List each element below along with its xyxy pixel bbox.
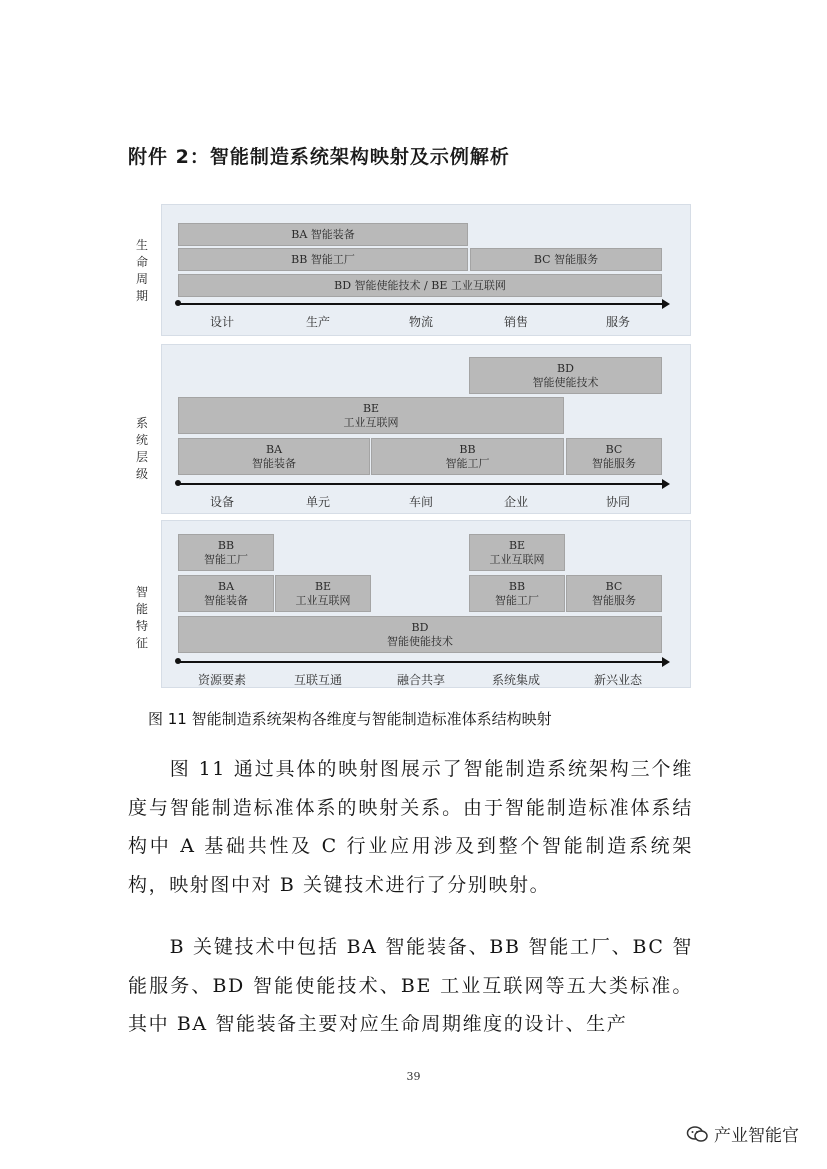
body-paragraph: 图 11 通过具体的映射图展示了智能制造系统架构三个维度与智能制造标准体系的映射关系。由于智能制造标准体系结构中 A 基础共性及 C 行业应用涉及到整个智能制造系统架构，映射图中对 B 关键技术进行了分别映射。 (128, 758, 693, 896)
box-bb: BB 智能工厂 (178, 248, 468, 271)
tick-label: 单元 (305, 495, 330, 509)
lifecycle-axis (178, 303, 668, 305)
tick-label: 设备 (209, 495, 234, 509)
side-char: 征 (135, 636, 148, 650)
tick-label: 互联互通 (293, 673, 342, 687)
side-char: 系 (135, 416, 148, 430)
box-bb: BB 智能工厂 (371, 438, 564, 475)
box-bd: BD 智能使能技术 (178, 616, 662, 653)
side-char: 级 (135, 467, 148, 481)
lifecycle-side-label (134, 237, 150, 305)
features-side-label (134, 584, 150, 652)
figure-caption: 图 11 智能制造系统架构各维度与智能制造标准体系结构映射 (148, 710, 552, 728)
tick-label: 生产 (305, 315, 330, 329)
box-bb: BB 智能工厂 (178, 534, 274, 571)
side-char: 统 (135, 433, 148, 447)
box-bc: BC 智能服务 (566, 575, 662, 612)
box-bc: BC 智能服务 (566, 438, 662, 475)
side-char: 生 (135, 238, 148, 252)
hierarchy-axis (178, 483, 668, 485)
box-ba: BA 智能装备 (178, 438, 370, 475)
tick-label: 销售 (503, 315, 528, 329)
side-char: 期 (135, 289, 148, 303)
box-ba: BA 智能装备 (178, 223, 468, 246)
side-char: 周 (135, 272, 148, 286)
wechat-icon (686, 1125, 708, 1143)
tick-label: 资源要素 (197, 673, 246, 687)
box-bd-be: BD 智能使能技术 / BE 工业互联网 (178, 274, 662, 297)
page-heading: 附件 2：智能制造系统架构映射及示例解析 (128, 146, 510, 168)
tick-label: 企业 (503, 495, 528, 509)
box-be: BE 工业互联网 (178, 397, 564, 434)
tick-label: 系统集成 (491, 673, 540, 687)
side-char: 层 (135, 450, 148, 464)
tick-label: 设计 (209, 315, 234, 329)
tick-label: 服务 (605, 315, 630, 329)
side-char: 命 (135, 255, 148, 269)
page-number: 39 (406, 1070, 421, 1083)
tick-label: 新兴业态 (593, 673, 642, 687)
body-paragraph: B 关键技术中包括 BA 智能装备、BB 智能工厂、BC 智能服务、BD 智能使能技术、BE 工业互联网等五大类标准。其中 BA 智能装备主要对应生命周期维度的设计、生产 (128, 936, 693, 1035)
side-char: 能 (135, 602, 148, 616)
box-bd: BD 智能使能技术 (469, 357, 662, 394)
tick-label: 协同 (605, 495, 630, 509)
watermark (686, 1121, 799, 1146)
box-bb: BB 智能工厂 (469, 575, 565, 612)
tick-label: 车间 (408, 495, 433, 509)
tick-label: 融合共享 (396, 673, 445, 687)
box-ba: BA 智能装备 (178, 575, 274, 612)
tick-label: 物流 (408, 315, 433, 329)
box-bc: BC 智能服务 (470, 248, 662, 271)
features-axis (178, 661, 668, 663)
hierarchy-side-label (134, 415, 150, 483)
watermark-text: 产业智能官 (714, 1126, 799, 1146)
box-be: BE 工业互联网 (275, 575, 371, 612)
box-be: BE 工业互联网 (469, 534, 565, 571)
side-char: 特 (135, 619, 148, 633)
side-char: 智 (135, 585, 148, 599)
